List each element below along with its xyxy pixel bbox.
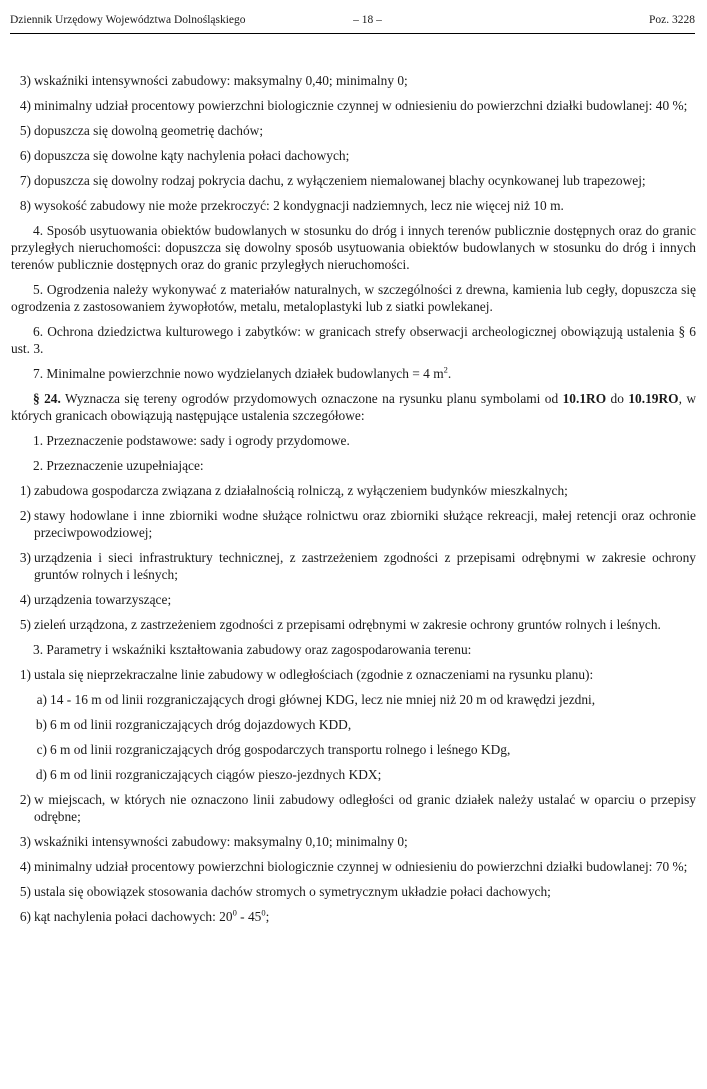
sub-item-letter: c) bbox=[36, 742, 47, 757]
list-item bbox=[11, 591, 696, 608]
item-number: 1) bbox=[19, 667, 31, 682]
sub-item bbox=[11, 741, 696, 758]
paragraph-parameters: 3. Parametry i wskaźniki kształtowania zabudowy oraz zagospodarowania terenu: bbox=[33, 642, 472, 657]
section-label: § 24. bbox=[33, 391, 61, 406]
section-text: do bbox=[606, 391, 629, 406]
list-item bbox=[11, 549, 696, 583]
item-text: zabudowa gospodarcza związana z działalnością rolniczą, z wyłączeniem budynków mieszkalnych; bbox=[34, 483, 568, 498]
header-divider bbox=[10, 33, 695, 34]
document-body bbox=[11, 72, 696, 933]
list-item bbox=[11, 122, 696, 139]
paragraph-supplementary-use: 2. Przeznaczenie uzupełniające: bbox=[33, 458, 204, 473]
paragraph-primary-use: 1. Przeznaczenie podstawowe: sady i ogrody przydomowe. bbox=[33, 433, 350, 448]
item-text: minimalny udział procentowy powierzchni biologicznie czynnej w odniesieniu do powierzchni działki budowlanej: 40 %; bbox=[34, 98, 688, 113]
item-number: 6) bbox=[19, 909, 31, 924]
item-text: ustala się obowiązek stosowania dachów stromych o symetrycznym układzie połaci dachowych; bbox=[34, 884, 551, 899]
item-number: 5) bbox=[19, 884, 31, 899]
page-header bbox=[10, 13, 695, 27]
sub-item bbox=[11, 716, 696, 733]
list-item bbox=[11, 507, 696, 541]
item-number: 7) bbox=[19, 173, 31, 188]
list-item bbox=[11, 883, 696, 900]
list-item bbox=[11, 72, 696, 89]
item-text: - 45 bbox=[236, 909, 262, 924]
item-number: 4) bbox=[19, 592, 31, 607]
paragraph-fencing: 5. Ogrodzenia należy wykonywać z materiałów naturalnych, w szczególności z drewna, kamienia lub cegły, dopuszcza się ogrodzenia z zastosowaniem żywopłotów, metalu, metaloplastyki lub z siatki powlekanej. bbox=[11, 282, 696, 314]
sub-item-text: 6 m od linii rozgraniczających ciągów pieszo-jezdnych KDX; bbox=[50, 767, 382, 782]
item-text: wskaźniki intensywności zabudowy: maksymalny 0,10; minimalny 0; bbox=[34, 834, 408, 849]
list-item bbox=[11, 666, 696, 683]
paragraph-siting: 4. Sposób usytuowania obiektów budowlanych w stosunku do dróg i innych terenów publicznie dostępnych oraz do granic przyległych nieruchomości: dopuszcza się dowolny sposób usytuowania obiektów budowlanych w stosunku do dróg i innych terenów publicznie dostępnych oraz do granic przyległych nieruchomości. bbox=[11, 223, 696, 272]
item-number: 3) bbox=[19, 550, 31, 565]
item-text: ustala się nieprzekraczalne linie zabudowy w odległościach (zgodnie z oznaczeniami na rysunku planu): bbox=[34, 667, 594, 682]
item-number: 2) bbox=[19, 508, 31, 523]
sub-item bbox=[11, 691, 696, 708]
paragraph-heritage: 6. Ochrona dziedzictwa kulturowego i zabytków: w granicach strefy obserwacji archeologicznej obowiązują ustalenia § 6 ust. 3. bbox=[11, 324, 696, 356]
sub-item-letter: d) bbox=[35, 767, 47, 782]
item-number: 5) bbox=[19, 617, 31, 632]
list-item bbox=[11, 791, 696, 825]
sub-item-letter: b) bbox=[35, 717, 47, 732]
item-number: 6) bbox=[19, 148, 31, 163]
item-number: 8) bbox=[19, 198, 31, 213]
list-item bbox=[11, 97, 696, 114]
item-number: 3) bbox=[19, 834, 31, 849]
section-24-intro bbox=[11, 390, 696, 424]
sub-item-letter: a) bbox=[36, 692, 47, 707]
list-item bbox=[11, 147, 696, 164]
item-text: dopuszcza się dowolny rodzaj pokrycia dachu, z wyłączeniem niemalowanej blachy ocynkowanej lub trapezowej; bbox=[34, 173, 646, 188]
list-item bbox=[11, 858, 696, 875]
paragraph-min-plot-area bbox=[11, 365, 696, 382]
list-item bbox=[11, 197, 696, 214]
item-text: zieleń urządzona, z zastrzeżeniem zgodności z przepisami odrębnymi w zakresie ochrony gruntów rolnych i leśnych. bbox=[34, 617, 661, 632]
item-number: 4) bbox=[19, 859, 31, 874]
item-text: minimalny udział procentowy powierzchni biologicznie czynnej w odniesieniu do powierzchni działki budowlanej: 70 %; bbox=[34, 859, 688, 874]
degree-superscript: 0 bbox=[261, 907, 266, 918]
item-text: w miejscach, w których nie oznaczono linii zabudowy odległości od granic działek należy ustalać w oparciu o przepisy odrębne; bbox=[34, 792, 696, 824]
item-text: dopuszcza się dowolne kąty nachylenia połaci dachowych; bbox=[34, 148, 350, 163]
area-unit-superscript: 2 bbox=[443, 364, 448, 375]
list-item bbox=[11, 833, 696, 850]
sub-item-text: 6 m od linii rozgraniczających dróg dojazdowych KDD, bbox=[50, 717, 352, 732]
list-item bbox=[11, 172, 696, 189]
section-text: Wyznacza się tereny ogrodów przydomowych oznaczone na rysunku planu symbolami od bbox=[60, 391, 563, 406]
item-number: 5) bbox=[19, 123, 31, 138]
item-number: 2) bbox=[19, 792, 31, 807]
item-text: kąt nachylenia połaci dachowych: 20 bbox=[34, 909, 233, 924]
item-text: urządzenia i sieci infrastruktury technicznej, z zastrzeżeniem zgodności z przepisami odrębnymi w zakresie ochrony gruntów rolnych i leśnych; bbox=[34, 550, 696, 582]
item-text: stawy hodowlane i inne zbiorniki wodne służące rolnictwu oraz zbiorniki służące rekreacji, małej retencji oraz ochronie przeciwpowodziowej; bbox=[34, 508, 696, 540]
sub-item bbox=[11, 766, 696, 783]
journal-title: Dziennik Urzędowy Województwa Dolnośląskiego bbox=[10, 14, 246, 26]
item-number: 4) bbox=[19, 98, 31, 113]
sub-item-text: 6 m od linii rozgraniczających dróg gospodarczych transportu rolnego i leśnego KDg, bbox=[50, 742, 511, 757]
symbol-to: 10.19RO bbox=[628, 391, 679, 406]
section-text: , w których granicach obowiązują następujące ustalenia szczegółowe: bbox=[11, 391, 697, 423]
item-text: urządzenia towarzyszące; bbox=[34, 592, 172, 607]
position-number: Poz. 3228 bbox=[649, 14, 695, 26]
min-area-end: . bbox=[447, 366, 452, 381]
sub-item-text: 14 - 16 m od linii rozgraniczających drogi głównej KDG, lecz nie mniej niż 20 m od krawędzi jezdni, bbox=[50, 692, 596, 707]
degree-superscript: 0 bbox=[232, 907, 237, 918]
item-text: wysokość zabudowy nie może przekroczyć: 2 kondygnacji nadziemnych, lecz nie więcej niż 10 m. bbox=[34, 198, 564, 213]
min-area-text: 7. Minimalne powierzchnie nowo wydzielanych działek budowlanych = 4 m bbox=[33, 366, 444, 381]
item-number: 1) bbox=[19, 483, 31, 498]
item-text: wskaźniki intensywności zabudowy: maksymalny 0,40; minimalny 0; bbox=[34, 73, 408, 88]
item-text: ; bbox=[265, 909, 270, 924]
item-number: 3) bbox=[19, 73, 31, 88]
symbol-from: 10.1RO bbox=[562, 391, 607, 406]
page-number: – 18 – bbox=[353, 14, 382, 26]
item-text: dopuszcza się dowolną geometrię dachów; bbox=[34, 123, 264, 138]
list-item bbox=[11, 908, 696, 925]
list-item bbox=[11, 616, 696, 633]
list-item bbox=[11, 482, 696, 499]
